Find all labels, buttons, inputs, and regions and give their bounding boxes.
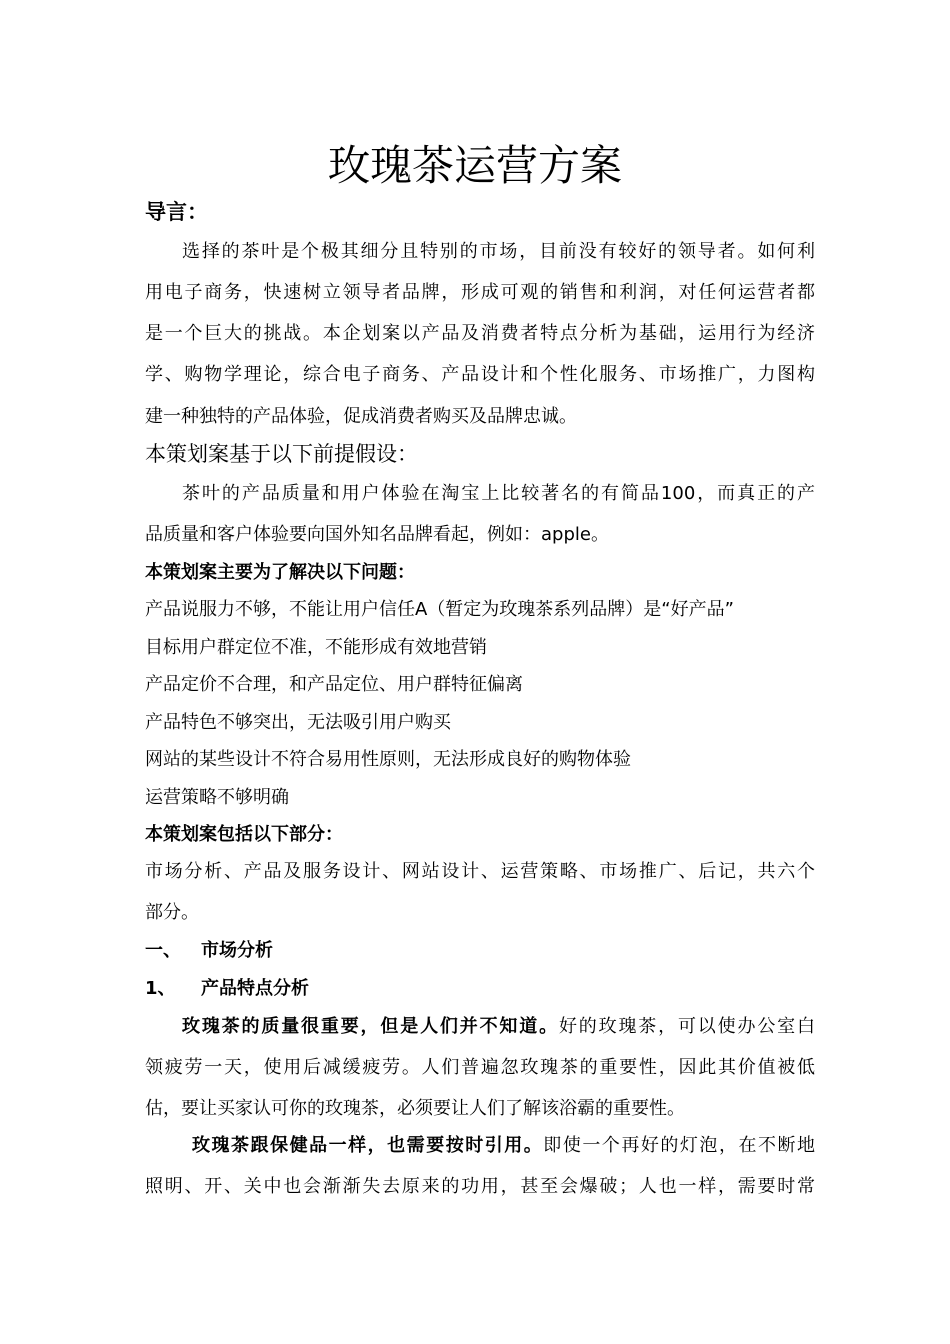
paragraph-text: 即使一个再好的灯泡，在不断地 [543, 1135, 816, 1156]
parts-line: 市场分析、产品及服务设计、网站设计、运营策略、市场推广、后记，共六个 [145, 861, 815, 882]
parts-heading: 本策划案包括以下部分： [145, 824, 343, 845]
paragraph-line [145, 1014, 815, 1040]
problem-item: 产品说服力不够，不能让用户信任A（暂定为玫瑰茶系列品牌）是“好产品” [145, 599, 734, 620]
subsection-number: 1、 [145, 978, 176, 999]
problem-item: 产品特色不够突出，无法吸引用户购买 [145, 712, 451, 733]
problem-item: 运营策略不够明确 [145, 787, 289, 808]
problems-heading: 本策划案主要为了解决以下问题： [145, 562, 415, 583]
intro-heading: 导言： [145, 200, 208, 224]
problem-item: 目标用户群定位不准，不能形成有效地营销 [145, 637, 487, 658]
section-number: 一、 [145, 940, 181, 961]
problem-item: 网站的某些设计不符合易用性原则，无法形成良好的购物体验 [145, 749, 631, 770]
paragraph-lead: 玫瑰茶跟保健品一样，也需要按时引用。 [192, 1135, 544, 1156]
intro-line: 建一种独特的产品体验，促成消费者购买及品牌忠诚。 [145, 406, 577, 427]
intro-line: 选择的茶叶是个极其细分且特别的市场，目前没有较好的领导者。如何利 [182, 241, 815, 262]
premise-line: 品质量和客户体验要向国外知名品牌看起，例如：apple。 [145, 524, 609, 545]
problem-item: 产品定价不合理，和产品定位、用户群特征偏离 [145, 674, 523, 695]
paragraph-line: 估，要让买家认可你的玫瑰茶，必须要让人们了解该浴霸的重要性。 [145, 1098, 685, 1119]
intro-line: 是一个巨大的挑战。本企划案以产品及消费者特点分析为基础，运用行为经济 [145, 323, 815, 344]
intro-line: 用电子商务，快速树立领导者品牌，形成可观的销售和利润，对任何运营者都 [145, 282, 815, 303]
premise-line: 茶叶的产品质量和用户体验在淘宝上比较著名的有简品100，而真正的产 [182, 483, 815, 504]
premise-heading: 本策划案基于以下前提假设： [145, 442, 418, 466]
paragraph-line: 照明、开、关中也会渐渐失去原来的功用，甚至会爆破；人也一样，需要时常 [145, 1176, 815, 1197]
intro-line: 学、购物学理论，综合电子商务、产品设计和个性化服务、市场推广，力图构 [145, 364, 815, 385]
document-title: 玫瑰茶运营方案 [327, 141, 622, 190]
parts-line: 部分。 [145, 902, 199, 923]
paragraph-line: 领疲劳一天，使用后减缓疲劳。人们普遍忽玫瑰茶的重要性，因此其价值被低 [145, 1057, 815, 1078]
subsection-heading [145, 976, 815, 1002]
section-title: 市场分析 [201, 940, 273, 961]
paragraph-lead: 玫瑰茶的质量很重要，但是人们并不知道。 [182, 1016, 559, 1037]
paragraph-line [145, 1133, 815, 1159]
subsection-title: 产品特点分析 [201, 978, 309, 999]
paragraph-text: 好的玫瑰茶，可以使办公室白 [558, 1016, 816, 1037]
section-heading [145, 938, 815, 964]
